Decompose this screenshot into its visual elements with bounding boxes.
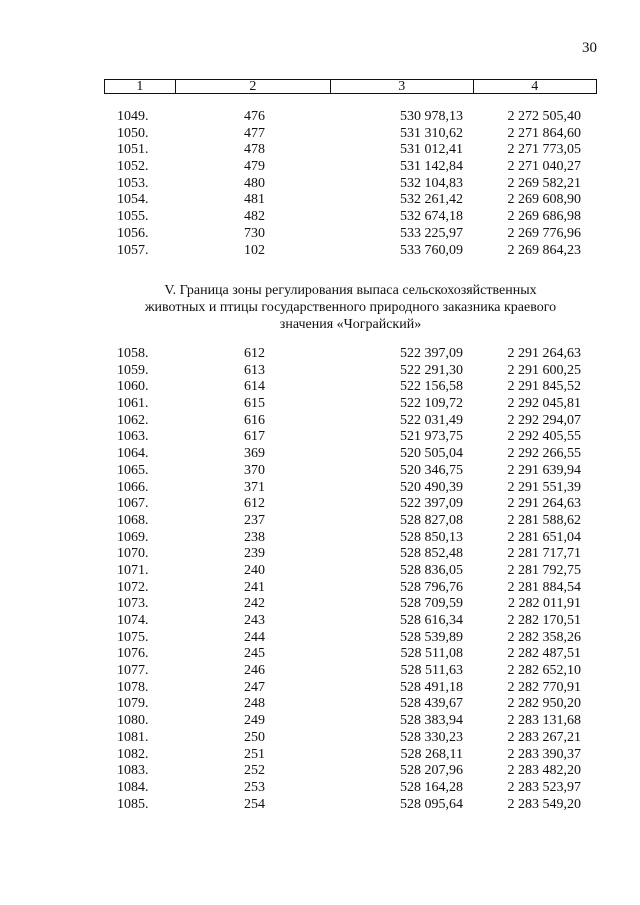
point-number: 1074. — [117, 613, 149, 628]
section-title-line: значения «Чограйский» — [279, 317, 422, 332]
coord-x: 522 031,49 — [400, 412, 463, 428]
vertex-number: 240 — [244, 562, 265, 578]
coord-x: 532 261,42 — [400, 192, 463, 208]
vertex-number: 239 — [244, 546, 265, 562]
point-number: 1080. — [117, 713, 149, 729]
coord-y: 2 292 405,55 — [507, 429, 581, 445]
table-row — [104, 613, 597, 630]
coord-y: 2 291 845,52 — [507, 379, 581, 395]
table-row — [104, 513, 597, 530]
coord-y: 2 269 776,96 — [507, 225, 581, 241]
coord-y: 2 291 264,63 — [507, 346, 581, 361]
vertex-number: 617 — [244, 429, 265, 445]
coord-x: 531 310,62 — [400, 125, 463, 141]
coord-x: 520 490,39 — [400, 479, 463, 495]
point-number: 1071. — [117, 562, 149, 578]
coord-x: 528 439,67 — [400, 696, 463, 712]
vertex-number: 253 — [244, 779, 265, 795]
table-row — [104, 663, 597, 680]
coord-y: 2 269 608,90 — [507, 192, 581, 208]
vertex-number: 730 — [244, 225, 265, 241]
coord-y: 2 272 505,40 — [507, 109, 581, 124]
coord-y: 2 282 358,26 — [507, 629, 581, 645]
vertex-number: 238 — [244, 529, 265, 545]
coord-x: 528 852,48 — [400, 546, 463, 562]
vertex-number: 615 — [244, 396, 265, 412]
point-number: 1079. — [117, 696, 149, 712]
point-number: 1070. — [117, 546, 149, 562]
point-number: 1066. — [117, 479, 149, 495]
table-row — [104, 176, 597, 193]
table-row — [104, 159, 597, 176]
coord-y: 2 281 588,62 — [507, 512, 581, 528]
coord-x: 528 796,76 — [400, 579, 463, 595]
coord-x: 528 383,94 — [400, 713, 463, 729]
table-row — [104, 243, 597, 260]
vertex-number: 102 — [244, 242, 265, 258]
coord-y: 2 271 773,05 — [507, 142, 581, 158]
table-row — [104, 596, 597, 613]
point-number: 1059. — [117, 362, 149, 378]
vertex-number: 477 — [244, 125, 265, 141]
table-row — [104, 429, 597, 446]
table-row — [104, 413, 597, 430]
table-row — [104, 763, 597, 780]
coord-x: 528 511,63 — [400, 663, 463, 679]
table-row — [104, 546, 597, 563]
coord-y: 2 292 294,07 — [507, 412, 581, 428]
coord-y: 2 282 487,51 — [507, 646, 581, 662]
coord-x: 530 978,13 — [400, 109, 463, 124]
point-number: 1049. — [117, 109, 149, 124]
vertex-number: 248 — [244, 696, 265, 712]
coord-x: 528 827,08 — [400, 512, 463, 528]
coord-y: 2 281 884,54 — [507, 579, 581, 595]
vertex-number: 242 — [244, 596, 265, 612]
point-number: 1065. — [117, 462, 149, 478]
table-row — [104, 797, 597, 814]
coord-y: 2 281 792,75 — [507, 562, 581, 578]
coord-x: 531 012,41 — [400, 142, 463, 158]
table-header — [104, 79, 597, 94]
section-title — [104, 282, 597, 333]
table-row — [104, 192, 597, 209]
coord-y: 2 283 390,37 — [507, 746, 581, 762]
coord-x: 528 330,23 — [400, 729, 463, 745]
vertex-number: 476 — [244, 109, 265, 124]
coord-x: 528 095,64 — [400, 796, 463, 812]
point-number: 1069. — [117, 529, 149, 545]
table-row — [104, 713, 597, 730]
coord-x: 528 491,18 — [400, 679, 463, 695]
vertex-number: 612 — [244, 346, 265, 361]
coord-y: 2 282 011,91 — [508, 596, 581, 612]
vertex-number: 479 — [244, 159, 265, 175]
table-row — [104, 730, 597, 747]
coord-y: 2 291 600,25 — [507, 362, 581, 378]
point-number: 1060. — [117, 379, 149, 395]
vertex-number: 243 — [244, 613, 265, 628]
coord-y: 2 282 652,10 — [507, 663, 581, 679]
vertex-number: 244 — [244, 629, 265, 645]
point-number: 1076. — [117, 646, 149, 662]
point-number: 1083. — [117, 763, 149, 779]
vertex-number: 241 — [244, 579, 265, 595]
point-number: 1078. — [117, 679, 149, 695]
point-number: 1063. — [117, 429, 149, 445]
coordinates-table-part-1 — [104, 109, 597, 259]
page-number: 30 — [582, 40, 597, 56]
point-number: 1077. — [117, 663, 149, 679]
coord-x: 531 142,84 — [400, 159, 463, 175]
table-row — [104, 142, 597, 159]
coord-x: 522 291,30 — [400, 362, 463, 378]
table-row — [104, 463, 597, 480]
point-number: 1085. — [117, 796, 149, 812]
point-number: 1082. — [117, 746, 149, 762]
table-row — [104, 496, 597, 513]
point-number: 1057. — [117, 242, 149, 258]
coord-y: 2 271 040,27 — [507, 159, 581, 175]
vertex-number: 252 — [244, 763, 265, 779]
coord-x: 528 511,08 — [400, 646, 463, 662]
coord-x: 528 709,59 — [400, 596, 463, 612]
vertex-number: 250 — [244, 729, 265, 745]
coord-x: 528 616,34 — [400, 613, 463, 628]
vertex-number: 616 — [244, 412, 265, 428]
point-number: 1050. — [117, 125, 149, 141]
coord-y: 2 283 131,68 — [507, 713, 581, 729]
table-row — [104, 396, 597, 413]
section-title-line: животных и птицы государственного природного заказника краевого — [144, 300, 557, 315]
coord-x: 520 505,04 — [400, 446, 463, 462]
table-row — [104, 480, 597, 497]
table-row — [104, 209, 597, 226]
coord-y: 2 283 267,21 — [507, 729, 581, 745]
coord-x: 528 164,28 — [400, 779, 463, 795]
coord-y: 2 269 686,98 — [507, 209, 581, 225]
coord-x: 522 156,58 — [400, 379, 463, 395]
coord-y: 2 282 950,20 — [507, 696, 581, 712]
point-number: 1056. — [117, 225, 149, 241]
coord-y: 2 281 651,04 — [507, 529, 581, 545]
vertex-number: 369 — [244, 446, 265, 462]
header-cell: 1 — [105, 80, 176, 93]
header-cell: 3 — [331, 80, 473, 93]
vertex-number: 251 — [244, 746, 265, 762]
coord-y: 2 283 482,20 — [507, 763, 581, 779]
table-row — [104, 226, 597, 243]
vertex-number: 478 — [244, 142, 265, 158]
table-row — [104, 646, 597, 663]
coord-y: 2 283 523,97 — [507, 779, 581, 795]
coord-x: 528 207,96 — [400, 763, 463, 779]
vertex-number: 246 — [244, 663, 265, 679]
coord-y: 2 282 770,91 — [507, 679, 581, 695]
coord-x: 532 104,83 — [400, 175, 463, 191]
coord-y: 2 292 266,55 — [507, 446, 581, 462]
coord-y: 2 282 170,51 — [507, 613, 581, 628]
table-row — [104, 109, 597, 126]
coordinates-table-part-2 — [104, 346, 597, 813]
coord-x: 528 539,89 — [400, 629, 463, 645]
coord-x: 533 225,97 — [400, 225, 463, 241]
coord-y: 2 269 864,23 — [507, 242, 581, 258]
coord-x: 528 836,05 — [400, 562, 463, 578]
point-number: 1064. — [117, 446, 149, 462]
vertex-number: 249 — [244, 713, 265, 729]
point-number: 1058. — [117, 346, 149, 361]
table-row — [104, 346, 597, 363]
point-number: 1073. — [117, 596, 149, 612]
vertex-number: 613 — [244, 362, 265, 378]
section-title-line: V. Граница зоны регулирования выпаса сельскохозяйственных — [164, 283, 537, 298]
coord-y: 2 291 639,94 — [507, 462, 581, 478]
coord-x: 522 397,09 — [400, 346, 463, 361]
vertex-number: 481 — [244, 192, 265, 208]
coord-x: 522 397,09 — [400, 496, 463, 512]
coord-x: 532 674,18 — [400, 209, 463, 225]
coord-y: 2 291 264,63 — [507, 496, 581, 512]
coord-y: 2 269 582,21 — [507, 175, 581, 191]
table-row — [104, 630, 597, 647]
coord-x: 520 346,75 — [400, 462, 463, 478]
vertex-number: 247 — [244, 679, 265, 695]
point-number: 1055. — [117, 209, 149, 225]
vertex-number: 614 — [244, 379, 265, 395]
coord-x: 528 268,11 — [400, 746, 463, 762]
table-row — [104, 126, 597, 143]
coord-y: 2 281 717,71 — [507, 546, 581, 562]
vertex-number: 370 — [244, 462, 265, 478]
table-row — [104, 747, 597, 764]
point-number: 1067. — [117, 496, 149, 512]
table-row — [104, 446, 597, 463]
vertex-number: 254 — [244, 796, 265, 812]
table-row — [104, 363, 597, 380]
table-row — [104, 696, 597, 713]
coord-x: 522 109,72 — [400, 396, 463, 412]
point-number: 1051. — [117, 142, 149, 158]
vertex-number: 482 — [244, 209, 265, 225]
vertex-number: 612 — [244, 496, 265, 512]
table-row — [104, 563, 597, 580]
coord-x: 528 850,13 — [400, 529, 463, 545]
coord-x: 533 760,09 — [400, 242, 463, 258]
point-number: 1068. — [117, 512, 149, 528]
point-number: 1072. — [117, 579, 149, 595]
point-number: 1061. — [117, 396, 149, 412]
vertex-number: 245 — [244, 646, 265, 662]
coord-x: 521 973,75 — [400, 429, 463, 445]
coord-y: 2 291 551,39 — [507, 479, 581, 495]
point-number: 1053. — [117, 175, 149, 191]
point-number: 1084. — [117, 779, 149, 795]
table-row — [104, 680, 597, 697]
table-row — [104, 780, 597, 797]
coord-y: 2 283 549,20 — [507, 796, 581, 812]
coord-y: 2 271 864,60 — [507, 125, 581, 141]
vertex-number: 237 — [244, 512, 265, 528]
point-number: 1081. — [117, 729, 149, 745]
coord-y: 2 292 045,81 — [507, 396, 581, 412]
point-number: 1075. — [117, 629, 149, 645]
point-number: 1062. — [117, 412, 149, 428]
table-row — [104, 379, 597, 396]
point-number: 1052. — [117, 159, 149, 175]
vertex-number: 371 — [244, 479, 265, 495]
table-row — [104, 580, 597, 597]
header-cell: 2 — [176, 80, 331, 93]
table-row — [104, 530, 597, 547]
point-number: 1054. — [117, 192, 149, 208]
vertex-number: 480 — [244, 175, 265, 191]
header-cell: 4 — [531, 79, 539, 94]
